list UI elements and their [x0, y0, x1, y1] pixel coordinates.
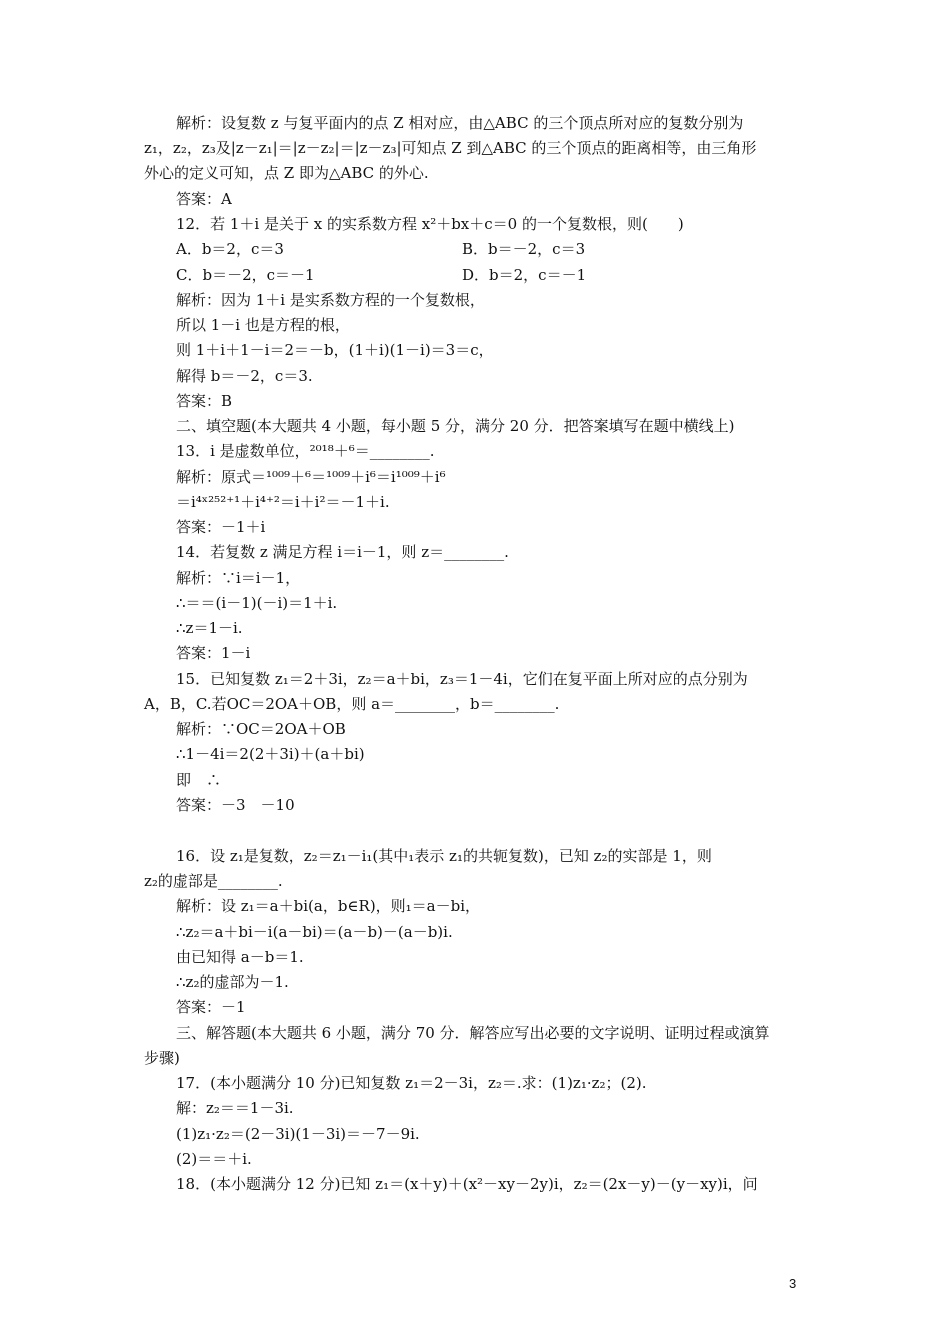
- line-text: 17．(本小题满分 10 分)已知复数 z₁＝2－3i，z₂＝.求：(1)z₁·z₂；(2).: [176, 1074, 647, 1092]
- line-text: 答案：－1＋i: [176, 518, 266, 536]
- text-line: [176, 896, 480, 916]
- line-text: 解析：设复数 z 与复平面内的点 Z 相对应，由△ABC 的三个顶点所对应的复数分别为: [176, 114, 744, 132]
- text-line: [144, 694, 559, 714]
- text-line: [176, 1098, 294, 1118]
- line-text: z₁，z₂，z₃及|z－z₁|＝|z－z₂|＝|z－z₃|可知点 Z 到△ABC 的三个顶点的距离相等，由三角形: [144, 139, 757, 157]
- line-text: (2)＝＝＋i.: [176, 1150, 252, 1168]
- line-text: 二、填空题(本大题共 4 小题，每小题 5 分，满分 20 分．把答案填写在题中横线上): [176, 417, 735, 435]
- line-text: ∴＝＝(i－1)(－i)＝1＋i.: [176, 594, 338, 612]
- text-line: [176, 770, 221, 790]
- text-line: [176, 214, 684, 234]
- text-line: [176, 997, 246, 1017]
- text-line: [144, 138, 756, 158]
- line-text: ∴z₂＝a＋bi－i(a－bi)＝(a－b)－(a－b)i.: [176, 923, 453, 941]
- option-right-column: D．b＝2，c＝－1: [462, 266, 587, 284]
- line-text: 13．i 是虚数单位，²⁰¹⁸＋⁶＝________.: [176, 442, 435, 460]
- text-line: [176, 618, 243, 638]
- text-line: [176, 290, 485, 310]
- line-text: ∴1－4i＝2(2＋3i)＋(a＋bi): [176, 745, 365, 763]
- line-text: 则 1＋i＋1－i＝2＝－b，(1＋i)(1－i)＝3＝c，: [176, 341, 494, 359]
- text-line: [176, 542, 509, 562]
- line-text: 16．设 z₁是复数，z₂＝z₁－i₁(其中₁表示 z₁的共轭复数)，已知 z₂的实部是 1，则: [176, 847, 712, 865]
- text-line: [176, 972, 289, 992]
- line-text: 解：z₂＝＝1－3i.: [176, 1099, 294, 1117]
- text-line: [176, 517, 265, 537]
- line-text: A．b＝2，c＝3: [176, 240, 284, 258]
- line-text: 解析：原式＝¹⁰⁰⁹＋⁶＝¹⁰⁰⁹＋i⁶＝i¹⁰⁰⁹＋i⁶: [176, 468, 446, 486]
- line-text: ∴z₂的虚部为－1.: [176, 973, 289, 991]
- text-line: [176, 1149, 252, 1169]
- text-line: [176, 441, 435, 461]
- line-text: 由已知得 a－b＝1.: [176, 948, 304, 966]
- text-line: [176, 340, 494, 360]
- text-line: [144, 1048, 180, 1068]
- line-text: 解得 b＝－2，c＝3.: [176, 367, 313, 385]
- text-line: [176, 922, 453, 942]
- text-line: [176, 719, 346, 739]
- page-number: 3: [789, 1276, 797, 1291]
- line-text: 12．若 1＋i 是关于 x 的实系数方程 x²＋bx＋c＝0 的一个复数根，则( ): [176, 215, 684, 233]
- text-line: [176, 366, 313, 386]
- line-text: 外心的定义可知，点 Z 即为△ABC 的外心.: [144, 164, 429, 182]
- line-text: 答案：B: [176, 392, 233, 410]
- line-text: 即 ∴: [176, 771, 222, 789]
- text-line: [176, 189, 232, 209]
- line-text: 解析：设 z₁＝a＋bi(a，b∈R)，则₁＝a－bi，: [176, 897, 481, 915]
- line-text: 14．若复数 z 满足方程 i＝i－1，则 z＝________.: [176, 543, 509, 561]
- text-line: [176, 265, 587, 285]
- text-line: [176, 744, 365, 764]
- text-line: [176, 467, 446, 487]
- text-line: [176, 1124, 420, 1144]
- line-text: (1)z₁·z₂＝(2－3i)(1－3i)＝－7－9i.: [176, 1125, 420, 1143]
- line-text: 三、解答题(本大题共 6 小题，满分 70 分．解答应写出必要的文字说明、证明过程或演算: [176, 1024, 770, 1042]
- text-line: [176, 593, 337, 613]
- text-line: [176, 1174, 758, 1194]
- line-text: 解析：∵i＝i－1，: [176, 569, 301, 587]
- text-line: [144, 871, 283, 891]
- text-line: [176, 239, 586, 259]
- line-text: 答案：A: [176, 190, 232, 208]
- text-line: [176, 1073, 647, 1093]
- text-line: [176, 568, 300, 588]
- line-text: 15．已知复数 z₁＝2＋3i，z₂＝a＋bi，z₃＝1－4i，它们在复平面上所对应的点分别为: [176, 670, 748, 688]
- line-text: C．b＝－2，c＝－1: [176, 266, 315, 284]
- text-line: [176, 947, 304, 967]
- line-text: 所以 1－i 也是方程的根，: [176, 316, 350, 334]
- line-text: 答案：－1: [176, 998, 246, 1016]
- text-line: [176, 795, 295, 815]
- text-line: [176, 416, 735, 436]
- text-line: [176, 113, 743, 133]
- line-text: ∴z＝1－i.: [176, 619, 243, 637]
- line-text: 解析：∵OC＝2OA＋OB: [176, 720, 346, 738]
- text-line: [176, 492, 390, 512]
- text-line: [176, 846, 712, 866]
- line-text: z₂的虚部是________.: [144, 872, 283, 890]
- text-line: [176, 1023, 770, 1043]
- text-line: [144, 163, 429, 183]
- text-line: [176, 643, 250, 663]
- option-right-column: B．b＝－2，c＝3: [462, 240, 586, 258]
- line-text: 答案：1－i: [176, 644, 251, 662]
- text-line: [176, 315, 350, 335]
- line-text: 解析：因为 1＋i 是实系数方程的一个复数根，: [176, 291, 485, 309]
- line-text: 18．(本小题满分 12 分)已知 z₁＝(x＋y)＋(x²－xy－2y)i，z₂＝(2x－y)－(y－xy)i，问: [176, 1175, 758, 1193]
- text-line: [176, 669, 748, 689]
- line-text: ＝i⁴ˣ²⁵²⁺¹＋i⁴⁺²＝i＋i²＝－1＋i.: [176, 493, 390, 511]
- line-text: 步骤): [144, 1049, 180, 1067]
- line-text: 答案：－3 －10: [176, 796, 295, 814]
- line-text: A，B，C.若OC＝2OA＋OB，则 a＝________，b＝________.: [144, 695, 560, 713]
- text-line: [176, 391, 232, 411]
